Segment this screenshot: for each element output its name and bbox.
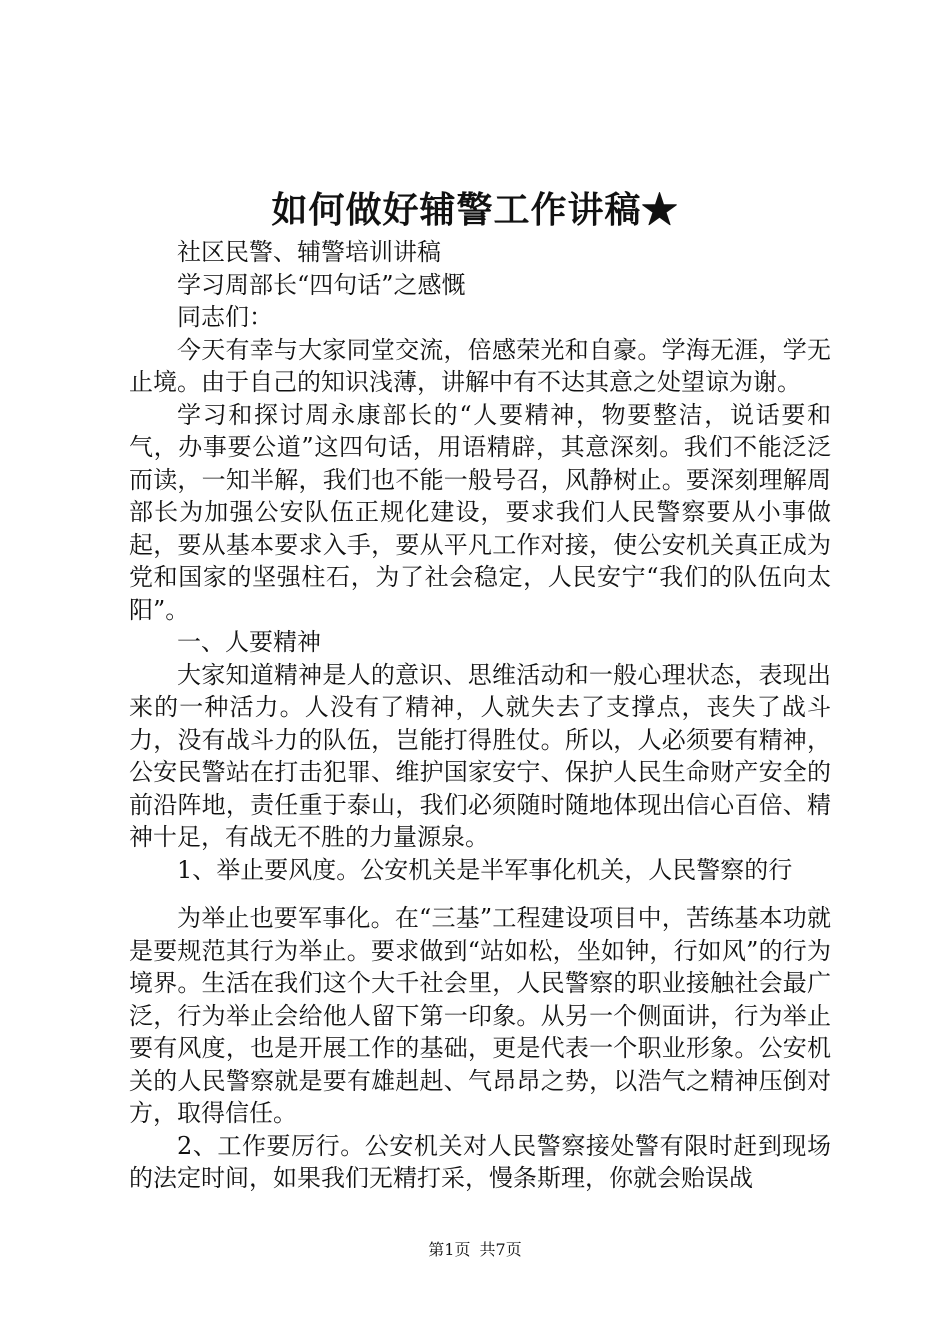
paragraph: 今天有幸与大家同堂交流，倍感荣光和自豪。学海无涯，学无止境。由于自己的知识浅薄，讲解中有不达其意之处望谅为谢。 <box>129 335 831 396</box>
paragraph: 1、举止要风度。公安机关是半军事化机关，人民警察的行 <box>177 855 793 884</box>
page-total: 共7页 <box>479 1240 522 1259</box>
paragraph: 2、工作要厉行。公安机关对人民警察接处警有限时赶到现场的法定时间，如果我们无精打采，慢条斯理，你就会贻误战 <box>129 1131 831 1192</box>
paragraph: 大家知道精神是人的意识、思维活动和一般心理状态，表现出来的一种活力。人没有了精神，人就失去了支撑点，丧失了战斗力，没有战斗力的队伍，岂能打得胜仗。所以，人必须要有精神，公安民警站在打击犯罪、维护国家安宁、保护人民生命财产安全的前沿阵地，责任重于泰山，我们必须随时随地体现出信心百倍、精神十足，有战无不胜的力量源泉。 <box>129 660 831 851</box>
body-text-part2 <box>129 902 831 1195</box>
body-text-part1 <box>129 236 831 886</box>
page-footer <box>0 1240 950 1260</box>
page-number: 第1页 <box>428 1240 471 1259</box>
document-title: 如何做好辅警工作讲稿★ <box>271 189 679 231</box>
paragraph: 学习和探讨周永康部长的“人要精神，物要整洁，说话要和气，办事要公道”这四句话，用语精辟，其意深刻。我们不能泛泛而读，一知半解，我们也不能一般号召，风静树止。要深刻理解周部长为加强公安队伍正规化建设，要求我们人民警察要从小事做起，要从基本要求入手，要从平凡工作对接，使公安机关真正成为党和国家的坚强柱石，为了社会稳定，人民安宁“我们的队伍向太阳”。 <box>129 400 831 624</box>
subtitle-line: 社区民警、辅警培训讲稿 <box>177 238 441 266</box>
paragraph: 为举止也要军事化。在“三基”工程建设项目中，苦练基本功就是要规范其行为举止。要求做到“站如松，坐如钟，行如风”的行为境界。生活在我们这个大千社会里，人民警察的职业接触社会最广泛，行为举止会给他人留下第一印象。从另一个侧面讲，行为举止要有风度，也是开展工作的基础，更是代表一个职业形象。公安机关的人民警察就是要有雄赳赳、气昂昂之势，以浩气之精神压倒对方，取得信任。 <box>129 904 831 1127</box>
subtitle-line: 学习周部长“四句话”之感慨 <box>177 270 466 299</box>
salutation: 同志们： <box>177 303 273 331</box>
section-heading: 一、人要精神 <box>177 628 321 656</box>
